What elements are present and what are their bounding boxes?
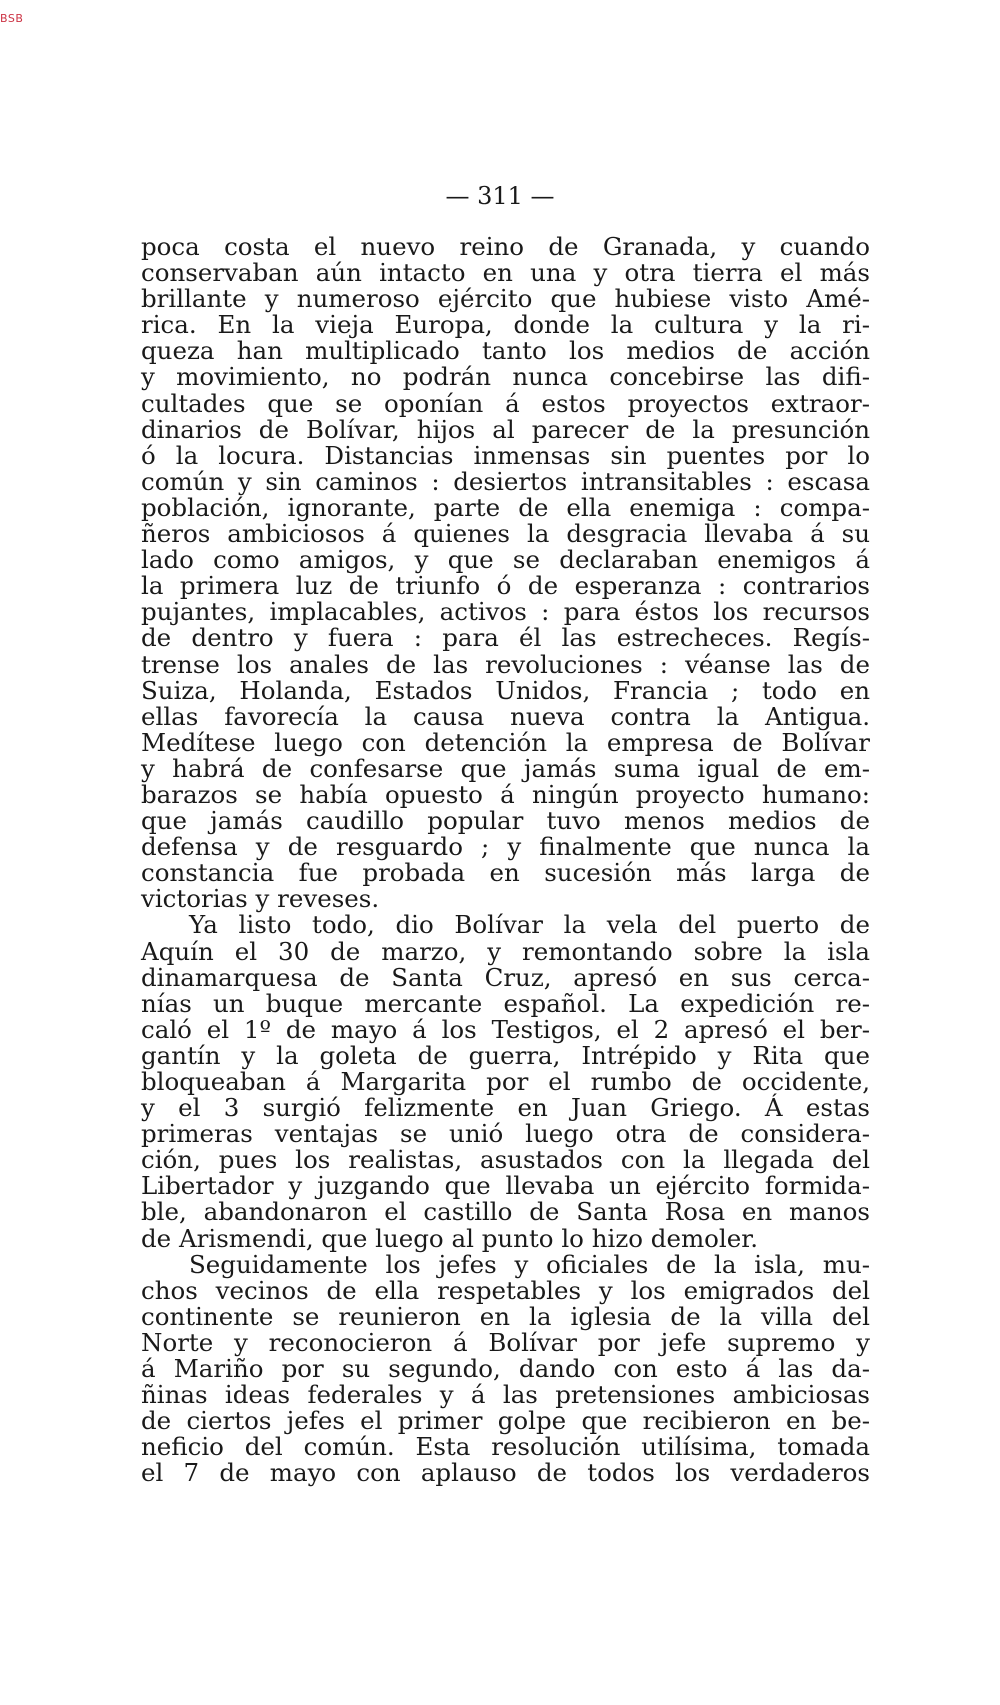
- text-line: continente se reunieron en la iglesia de la villa del: [141, 1301, 870, 1331]
- text-line: de dentro y fuera : para él las estrecheces. Regís-: [141, 623, 870, 653]
- text-line: bloqueaban á Margarita por el rumbo de occidente,: [141, 1067, 870, 1096]
- text-line: caló el 1º de mayo á los Testigos, el 2 apresó el ber-: [141, 1014, 870, 1044]
- text-line: pujantes, implacables, activos : para éstos los recursos: [141, 597, 870, 627]
- text-line: y el 3 surgió felizmente en Juan Griego. Á estas: [141, 1093, 870, 1123]
- text-line: Norte y reconocieron á Bolívar por jefe supremo y: [141, 1327, 870, 1357]
- text-line: población, ignorante, parte de ella enemiga : compa-: [141, 492, 870, 522]
- text-line: queza han multiplicado tanto los medios de acción: [141, 336, 870, 366]
- text-line: dinarios de Bolívar, hijos al parecer de la presunción: [141, 414, 870, 444]
- text-line: trense los anales de las revoluciones : véanse las de: [141, 649, 870, 679]
- text-line: cultades que se oponían á estos proyectos extraor-: [141, 388, 870, 418]
- text-line: barazos se había opuesto á ningún proyecto humano:: [141, 779, 870, 809]
- text-line: defensa y de resguardo ; y finalmente que nunca la: [141, 832, 870, 862]
- text-line: constancia fue probada en sucesión más larga de: [141, 858, 870, 888]
- text-line: chos vecinos de ella respetables y los emigrados del: [141, 1275, 870, 1305]
- text-line: victorias y reveses.: [141, 884, 380, 914]
- text-line: brillante y numeroso ejército que hubiese visto Amé-: [141, 284, 870, 314]
- text-line: neficio del común. Esta resolución utilísima, tomada: [141, 1432, 870, 1462]
- text-line: el 7 de mayo con aplauso de todos los verdaderos: [141, 1458, 870, 1488]
- text-line: y habrá de confesarse que jamás suma igual de em-: [141, 753, 870, 783]
- text-line: dinamarquesa de Santa Cruz, apresó en sus cerca-: [141, 962, 870, 992]
- text-line: Medítese luego con detención la empresa de Bolívar: [141, 727, 870, 757]
- text-line: lado como amigos, y que se declaraban enemigos á: [141, 545, 870, 575]
- text-line: ñeros ambiciosos á quienes la desgracia llevaba á su: [141, 519, 870, 549]
- text-line: conservaban aún intacto en una y otra tierra el más: [141, 258, 870, 288]
- text-line: Suiza, Holanda, Estados Unidos, Francia ; todo en: [141, 675, 870, 705]
- text-line: común y sin caminos : desiertos intransitables : escasa: [141, 466, 870, 496]
- text-line: ción, pues los realistas, asustados con la llegada del: [141, 1145, 870, 1175]
- text-line: poca costa el nuevo reino de Granada, y cuando: [141, 232, 870, 261]
- text-line: rica. En la vieja Europa, donde la cultura y la ri-: [141, 310, 870, 340]
- body-text: [141, 234, 870, 1487]
- text-line: ó la locura. Distancias inmensas sin puentes por lo: [141, 440, 870, 470]
- text-line: nías un buque mercante español. La expedición re-: [141, 988, 870, 1018]
- text-line: ñinas ideas federales y á las pretensiones ambiciosas: [141, 1380, 870, 1410]
- text-line: Ya listo todo, dio Bolívar la vela del puerto de: [189, 910, 870, 940]
- library-watermark: BSB: [0, 12, 24, 25]
- text-line: á Mariño por su segundo, dando con esto á las da-: [141, 1354, 870, 1384]
- text-line: gantín y la goleta de guerra, Intrépido y Rita que: [141, 1040, 870, 1070]
- text-line: ble, abandonaron el castillo de Santa Rosa en manos: [141, 1197, 870, 1227]
- text-line: Seguidamente los jefes y oficiales de la isla, mu-: [189, 1249, 870, 1279]
- text-line: ellas favorecía la causa nueva contra la Antigua.: [141, 701, 870, 731]
- text-line: y movimiento, no podrán nunca concebirse las difi-: [141, 362, 870, 392]
- text-line: que jamás caudillo popular tuvo menos medios de: [141, 806, 870, 836]
- text-line: primeras ventajas se unió luego otra de considera-: [141, 1119, 870, 1149]
- text-line: la primera luz de triunfo ó de esperanza : contrarios: [141, 571, 870, 601]
- text-line: de ciertos jefes el primer golpe que recibieron en be-: [141, 1406, 870, 1436]
- text-line: Aquín el 30 de marzo, y remontando sobre la isla: [141, 936, 870, 966]
- text-line: de Arismendi, que luego al punto lo hizo demoler.: [141, 1223, 759, 1253]
- page-number: — 311 —: [445, 182, 555, 210]
- text-line: Libertador y juzgando que llevaba un ejército formida-: [141, 1171, 870, 1201]
